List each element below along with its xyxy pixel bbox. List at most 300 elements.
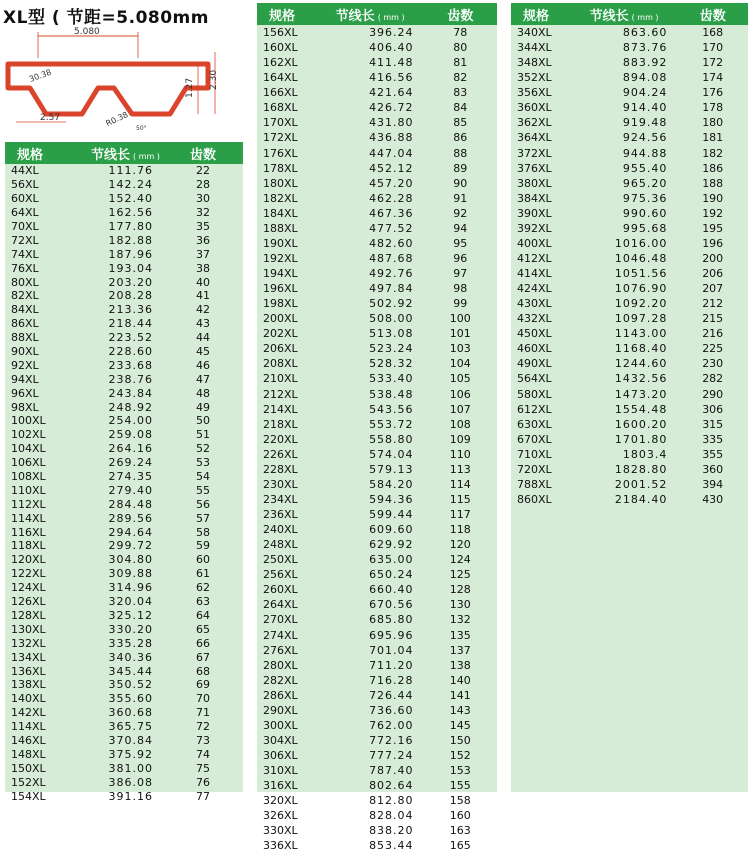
table-row xyxy=(5,164,243,178)
cell-pitch-length: 523.24 xyxy=(369,342,414,356)
cell-teeth: 306 xyxy=(702,402,724,416)
cell-teeth: 99 xyxy=(453,297,468,311)
cell-teeth: 62 xyxy=(196,581,210,595)
cell-teeth: 190 xyxy=(702,191,724,205)
cell-pitch-length: 279.40 xyxy=(108,483,153,497)
cell-teeth: 69 xyxy=(196,678,210,692)
cell-spec: 122XL xyxy=(11,567,46,581)
cell-spec: 128XL xyxy=(11,608,46,622)
cell-spec: 430XL xyxy=(517,297,552,311)
cell-teeth: 182 xyxy=(702,146,724,160)
header-teeth: 齿数 xyxy=(447,8,474,24)
cell-teeth: 65 xyxy=(196,622,210,636)
cell-spec: 326XL xyxy=(263,809,298,823)
cell-pitch-length: 259.08 xyxy=(108,428,153,442)
cell-teeth: 58 xyxy=(196,525,210,539)
cell-spec: 132XL xyxy=(11,636,46,650)
cell-pitch-length: 1244.60 xyxy=(614,357,668,371)
cell-spec: 146XL xyxy=(11,733,46,747)
header-pitch-length: 节线长 ( mm ) xyxy=(335,8,405,24)
table-row xyxy=(511,402,748,417)
cell-teeth: 188 xyxy=(702,176,724,190)
cell-spec: 490XL xyxy=(517,357,552,371)
table-row xyxy=(511,266,748,281)
cell-pitch-length: 370.84 xyxy=(108,733,153,747)
cell-teeth: 51 xyxy=(196,428,210,442)
table-row xyxy=(5,553,243,567)
cell-spec: 260XL xyxy=(263,583,298,597)
cell-teeth: 141 xyxy=(449,688,471,702)
table-row xyxy=(257,146,497,161)
cell-teeth: 74 xyxy=(196,747,210,761)
cell-pitch-length: 406.40 xyxy=(369,41,414,55)
height-label-1: 1.27 xyxy=(185,77,195,98)
cell-spec: 226XL xyxy=(263,447,298,461)
cell-spec: 270XL xyxy=(263,613,298,627)
cell-spec: 84XL xyxy=(11,303,39,317)
table-row xyxy=(5,428,243,442)
table-row xyxy=(511,191,748,206)
cell-spec: 164XL xyxy=(263,71,298,85)
cell-teeth: 84 xyxy=(453,101,468,115)
cell-pitch-length: 462.28 xyxy=(369,191,414,205)
table-row xyxy=(257,763,497,778)
table-row xyxy=(257,115,497,130)
cell-pitch-length: 975.36 xyxy=(622,191,668,205)
cell-teeth: 66 xyxy=(196,636,210,650)
cell-spec: 88XL xyxy=(11,331,39,345)
table-row xyxy=(257,40,497,55)
table-row xyxy=(257,718,497,733)
table-row xyxy=(257,673,497,688)
cell-pitch-length: 482.60 xyxy=(369,236,414,250)
cell-teeth: 92 xyxy=(453,206,468,220)
cell-teeth: 91 xyxy=(453,191,468,205)
cell-teeth: 77 xyxy=(196,789,210,803)
table-row xyxy=(257,281,497,296)
cell-spec: 460XL xyxy=(517,342,552,356)
cell-pitch-length: 111.76 xyxy=(108,164,153,178)
cell-pitch-length: 1016.00 xyxy=(614,236,668,250)
cell-teeth: 76 xyxy=(196,775,210,789)
cell-spec: 612XL xyxy=(517,402,552,416)
cell-teeth: 106 xyxy=(449,387,471,401)
cell-teeth: 60 xyxy=(196,553,210,567)
cell-pitch-length: 1092.20 xyxy=(614,297,668,311)
table-row xyxy=(511,417,748,432)
table-row xyxy=(5,567,243,581)
cell-teeth: 180 xyxy=(702,116,724,130)
cell-pitch-length: 228.60 xyxy=(108,345,153,359)
cell-spec: 564XL xyxy=(517,372,552,386)
cell-spec: 352XL xyxy=(517,71,552,85)
cell-spec: 276XL xyxy=(263,643,298,657)
cell-spec: 228XL xyxy=(263,462,298,476)
table-row xyxy=(5,303,243,317)
spec-table-2 xyxy=(257,3,497,853)
cell-spec: 154XL xyxy=(11,789,46,803)
cell-pitch-length: 335.28 xyxy=(108,636,153,650)
cell-teeth: 120 xyxy=(449,538,471,552)
pitch-label: 5.080 xyxy=(74,27,100,37)
cell-pitch-length: 777.24 xyxy=(369,749,414,763)
table-row xyxy=(5,678,243,692)
header-teeth: 齿数 xyxy=(189,147,216,163)
cell-spec: 240XL xyxy=(263,523,298,537)
cell-teeth: 172 xyxy=(702,56,724,70)
cell-pitch-length: 1046.48 xyxy=(614,251,668,265)
table-row xyxy=(511,100,748,115)
cell-spec: 194XL xyxy=(263,267,298,281)
cell-spec: 300XL xyxy=(263,718,298,732)
cell-teeth: 206 xyxy=(702,267,724,281)
cell-spec: 192XL xyxy=(263,251,298,265)
cell-spec: 110XL xyxy=(11,483,46,497)
cell-pitch-length: 894.08 xyxy=(622,71,668,85)
cell-pitch-length: 238.76 xyxy=(108,372,153,386)
cell-pitch-length: 457.20 xyxy=(369,176,414,190)
table-row xyxy=(511,161,748,176)
cell-teeth: 168 xyxy=(702,26,724,40)
table-row xyxy=(257,612,497,627)
cell-pitch-length: 345.44 xyxy=(108,664,153,678)
cell-spec: 98XL xyxy=(11,400,39,414)
table-row xyxy=(257,191,497,206)
cell-pitch-length: 502.92 xyxy=(369,297,414,311)
cell-spec: 82XL xyxy=(11,289,39,303)
table-row xyxy=(5,609,243,623)
cell-spec: 670XL xyxy=(517,432,552,446)
cell-pitch-length: 660.40 xyxy=(369,583,414,597)
table-row xyxy=(511,115,748,130)
table-row xyxy=(257,703,497,718)
cell-pitch-length: 320.04 xyxy=(108,595,153,609)
spec-table-1 xyxy=(5,142,243,803)
header-pitch-length: 节线长 ( mm ) xyxy=(91,147,160,163)
header-pitch-length: 节线长 ( mm ) xyxy=(589,8,659,24)
cell-pitch-length: 299.72 xyxy=(108,539,153,553)
cell-pitch-length: 1168.40 xyxy=(614,342,668,356)
cell-pitch-length: 2184.40 xyxy=(614,492,668,506)
cell-pitch-length: 1554.48 xyxy=(614,402,668,416)
cell-spec: 788XL xyxy=(517,477,552,491)
table-row xyxy=(257,823,497,838)
cell-teeth: 38 xyxy=(196,261,210,275)
cell-pitch-length: 182.88 xyxy=(108,233,153,247)
cell-teeth: 152 xyxy=(449,749,471,763)
cell-spec: 348XL xyxy=(517,56,552,70)
table-row xyxy=(257,552,497,567)
table-row xyxy=(257,688,497,703)
cell-pitch-length: 513.08 xyxy=(369,327,414,341)
cell-teeth: 41 xyxy=(196,289,210,303)
cell-spec: 160XL xyxy=(263,41,298,55)
table-row xyxy=(5,247,243,261)
cell-spec: 362XL xyxy=(517,116,552,130)
cell-teeth: 47 xyxy=(196,372,210,386)
header-teeth: 齿数 xyxy=(699,8,726,24)
cell-pitch-length: 360.68 xyxy=(108,706,153,720)
cell-pitch-length: 955.40 xyxy=(622,161,668,175)
table-row xyxy=(511,311,748,326)
table-row xyxy=(257,387,497,402)
cell-spec: 414XL xyxy=(517,267,552,281)
table-row xyxy=(257,251,497,266)
cell-pitch-length: 904.24 xyxy=(622,86,668,100)
cell-teeth: 107 xyxy=(449,402,471,416)
cell-teeth: 37 xyxy=(196,247,210,261)
table-row xyxy=(5,525,243,539)
cell-pitch-length: 1701.80 xyxy=(614,432,668,446)
table-row xyxy=(257,206,497,221)
table-row xyxy=(5,720,243,734)
cell-teeth: 128 xyxy=(449,583,471,597)
cell-pitch-length: 274.35 xyxy=(108,470,153,484)
cell-teeth: 137 xyxy=(449,643,471,657)
cell-teeth: 115 xyxy=(449,492,471,506)
table-row xyxy=(257,838,497,853)
cell-pitch-length: 558.80 xyxy=(369,432,414,446)
cell-pitch-length: 965.20 xyxy=(622,176,668,190)
cell-spec: 310XL xyxy=(263,764,298,778)
table-row xyxy=(5,581,243,595)
table-row xyxy=(511,221,748,236)
cell-pitch-length: 497.84 xyxy=(369,282,414,296)
cell-spec: 170XL xyxy=(263,116,298,130)
cell-spec: 184XL xyxy=(263,206,298,220)
cell-teeth: 72 xyxy=(196,720,210,734)
cell-spec: 120XL xyxy=(11,553,46,567)
table-row xyxy=(257,537,497,552)
cell-teeth: 135 xyxy=(449,628,471,642)
cell-spec: 234XL xyxy=(263,492,298,506)
cell-spec: 126XL xyxy=(11,595,46,609)
cell-teeth: 207 xyxy=(702,282,724,296)
cell-pitch-length: 574.04 xyxy=(369,447,414,461)
cell-pitch-length: 863.60 xyxy=(622,26,668,40)
cell-spec: 104XL xyxy=(11,442,46,456)
table-row xyxy=(257,477,497,492)
cell-teeth: 55 xyxy=(196,483,210,497)
table-row xyxy=(257,326,497,341)
cell-spec: 124XL xyxy=(11,581,46,595)
cell-pitch-length: 629.92 xyxy=(369,538,414,552)
table-row xyxy=(511,25,748,40)
cell-teeth: 49 xyxy=(196,400,210,414)
table-row xyxy=(5,789,243,803)
table-row xyxy=(5,317,243,331)
table-row xyxy=(257,371,497,386)
cell-teeth: 42 xyxy=(196,303,210,317)
cell-teeth: 63 xyxy=(196,595,210,609)
cell-spec: 218XL xyxy=(263,417,298,431)
cell-teeth: 181 xyxy=(702,131,724,145)
table-row xyxy=(257,236,497,251)
cell-pitch-length: 447.04 xyxy=(369,146,414,160)
cell-spec: 424XL xyxy=(517,282,552,296)
cell-teeth: 97 xyxy=(453,267,468,281)
cell-teeth: 130 xyxy=(449,598,471,612)
table-row xyxy=(5,178,243,192)
cell-pitch-length: 142.24 xyxy=(108,178,153,192)
table-row xyxy=(257,582,497,597)
cell-pitch-length: 599.44 xyxy=(369,508,414,522)
angle-label: 30.38 xyxy=(27,67,53,84)
cell-teeth: 176 xyxy=(702,86,724,100)
cell-spec: 580XL xyxy=(517,387,552,401)
cell-spec: 256XL xyxy=(263,568,298,582)
cell-spec: 384XL xyxy=(517,191,552,205)
cell-spec: 150XL xyxy=(11,761,46,775)
table-body xyxy=(5,164,243,803)
cell-spec: 282XL xyxy=(263,673,298,687)
cell-teeth: 86 xyxy=(453,131,468,145)
cell-pitch-length: 304.80 xyxy=(108,553,153,567)
cell-spec: 100XL xyxy=(11,414,46,428)
cell-teeth: 56 xyxy=(196,497,210,511)
cell-teeth: 52 xyxy=(196,442,210,456)
cell-pitch-length: 233.68 xyxy=(108,358,153,372)
cell-pitch-length: 325.12 xyxy=(108,608,153,622)
table-row xyxy=(511,356,748,371)
cell-spec: 86XL xyxy=(11,317,39,331)
cell-teeth: 138 xyxy=(449,658,471,672)
cell-teeth: 155 xyxy=(449,779,471,793)
table-row xyxy=(5,511,243,525)
cell-teeth: 140 xyxy=(449,673,471,687)
cell-teeth: 46 xyxy=(196,358,210,372)
cell-pitch-length: 635.00 xyxy=(369,553,414,567)
table-row xyxy=(257,432,497,447)
cell-spec: 210XL xyxy=(263,372,298,386)
table-row xyxy=(257,462,497,477)
cell-spec: 152XL xyxy=(11,775,46,789)
table-row xyxy=(257,597,497,612)
cell-teeth: 83 xyxy=(453,86,468,100)
cell-spec: 380XL xyxy=(517,176,552,190)
table-row xyxy=(257,70,497,85)
cell-teeth: 114 xyxy=(449,477,471,491)
cell-spec: 140XL xyxy=(11,692,46,706)
table-row xyxy=(257,161,497,176)
cell-pitch-length: 726.44 xyxy=(369,688,414,702)
table-row xyxy=(5,456,243,470)
table-row xyxy=(5,442,243,456)
cell-pitch-length: 609.60 xyxy=(369,523,414,537)
table-row xyxy=(257,567,497,582)
cell-pitch-length: 193.04 xyxy=(108,261,153,275)
cell-spec: 178XL xyxy=(263,161,298,175)
cell-teeth: 282 xyxy=(702,372,724,386)
table-row xyxy=(511,55,748,70)
table-row xyxy=(257,55,497,70)
cell-pitch-length: 838.20 xyxy=(369,824,414,838)
cell-pitch-length: 533.40 xyxy=(369,372,414,386)
cell-teeth: 44 xyxy=(196,331,210,345)
cell-teeth: 59 xyxy=(196,539,210,553)
table-row xyxy=(511,432,748,447)
cell-pitch-length: 2001.52 xyxy=(614,477,668,491)
cell-spec: 142XL xyxy=(11,706,46,720)
cell-teeth: 40 xyxy=(196,275,210,289)
cell-teeth: 75 xyxy=(196,761,210,775)
cell-spec: 114XL xyxy=(11,511,46,525)
cell-pitch-length: 528.32 xyxy=(369,357,414,371)
cell-spec: 630XL xyxy=(517,417,552,431)
cell-spec: 44XL xyxy=(11,164,39,178)
cell-teeth: 85 xyxy=(453,116,468,130)
cell-pitch-length: 208.28 xyxy=(108,289,153,303)
table-row xyxy=(5,414,243,428)
cell-spec: 250XL xyxy=(263,553,298,567)
cell-teeth: 68 xyxy=(196,664,210,678)
table-row xyxy=(5,595,243,609)
table-row xyxy=(5,331,243,345)
cell-spec: 64XL xyxy=(11,206,39,220)
cell-spec: 90XL xyxy=(11,345,39,359)
cell-pitch-length: 701.04 xyxy=(369,643,414,657)
cell-teeth: 61 xyxy=(196,567,210,581)
cell-pitch-length: 1432.56 xyxy=(614,372,668,386)
cell-pitch-length: 477.52 xyxy=(369,221,414,235)
radius-label: R0.38 xyxy=(104,110,130,129)
cell-spec: 344XL xyxy=(517,41,552,55)
cell-spec: 356XL xyxy=(517,86,552,100)
cell-spec: 280XL xyxy=(263,658,298,672)
cell-spec: 340XL xyxy=(517,26,552,40)
table-row xyxy=(5,706,243,720)
cell-spec: 220XL xyxy=(263,432,298,446)
cell-teeth: 160 xyxy=(449,809,471,823)
cell-pitch-length: 1143.00 xyxy=(614,327,668,341)
cell-teeth: 113 xyxy=(449,462,471,476)
table-row xyxy=(5,775,243,789)
cell-teeth: 430 xyxy=(702,492,724,506)
cell-spec: 190XL xyxy=(263,236,298,250)
cell-pitch-length: 294.64 xyxy=(108,525,153,539)
cell-teeth: 90 xyxy=(453,176,468,190)
cell-teeth: 50 xyxy=(196,414,210,428)
cell-pitch-length: 411.48 xyxy=(369,56,414,70)
cell-pitch-length: 1076.90 xyxy=(614,282,668,296)
cell-spec: 134XL xyxy=(11,650,46,664)
cell-pitch-length: 584.20 xyxy=(369,477,414,491)
cell-spec: 400XL xyxy=(517,236,552,250)
cell-spec: 196XL xyxy=(263,282,298,296)
table-row xyxy=(257,296,497,311)
table-row xyxy=(257,341,497,356)
cell-pitch-length: 203.20 xyxy=(108,275,153,289)
cell-teeth: 48 xyxy=(196,386,210,400)
cell-spec: 214XL xyxy=(263,402,298,416)
cell-spec: 70XL xyxy=(11,220,39,233)
cell-pitch-length: 492.76 xyxy=(369,267,414,281)
table-row xyxy=(511,477,748,492)
table-row xyxy=(511,85,748,100)
table-row xyxy=(5,400,243,414)
cell-teeth: 196 xyxy=(702,236,724,250)
table-row xyxy=(257,266,497,281)
cell-pitch-length: 386.08 xyxy=(108,775,153,789)
table-row xyxy=(5,358,243,372)
table-row xyxy=(511,236,748,251)
cell-pitch-length: 375.92 xyxy=(108,747,153,761)
cell-pitch-length: 828.04 xyxy=(369,809,414,823)
table-row xyxy=(5,261,243,275)
cell-spec: 116XL xyxy=(11,525,46,539)
table-row xyxy=(5,650,243,664)
header-spec: 规格 xyxy=(523,8,550,24)
